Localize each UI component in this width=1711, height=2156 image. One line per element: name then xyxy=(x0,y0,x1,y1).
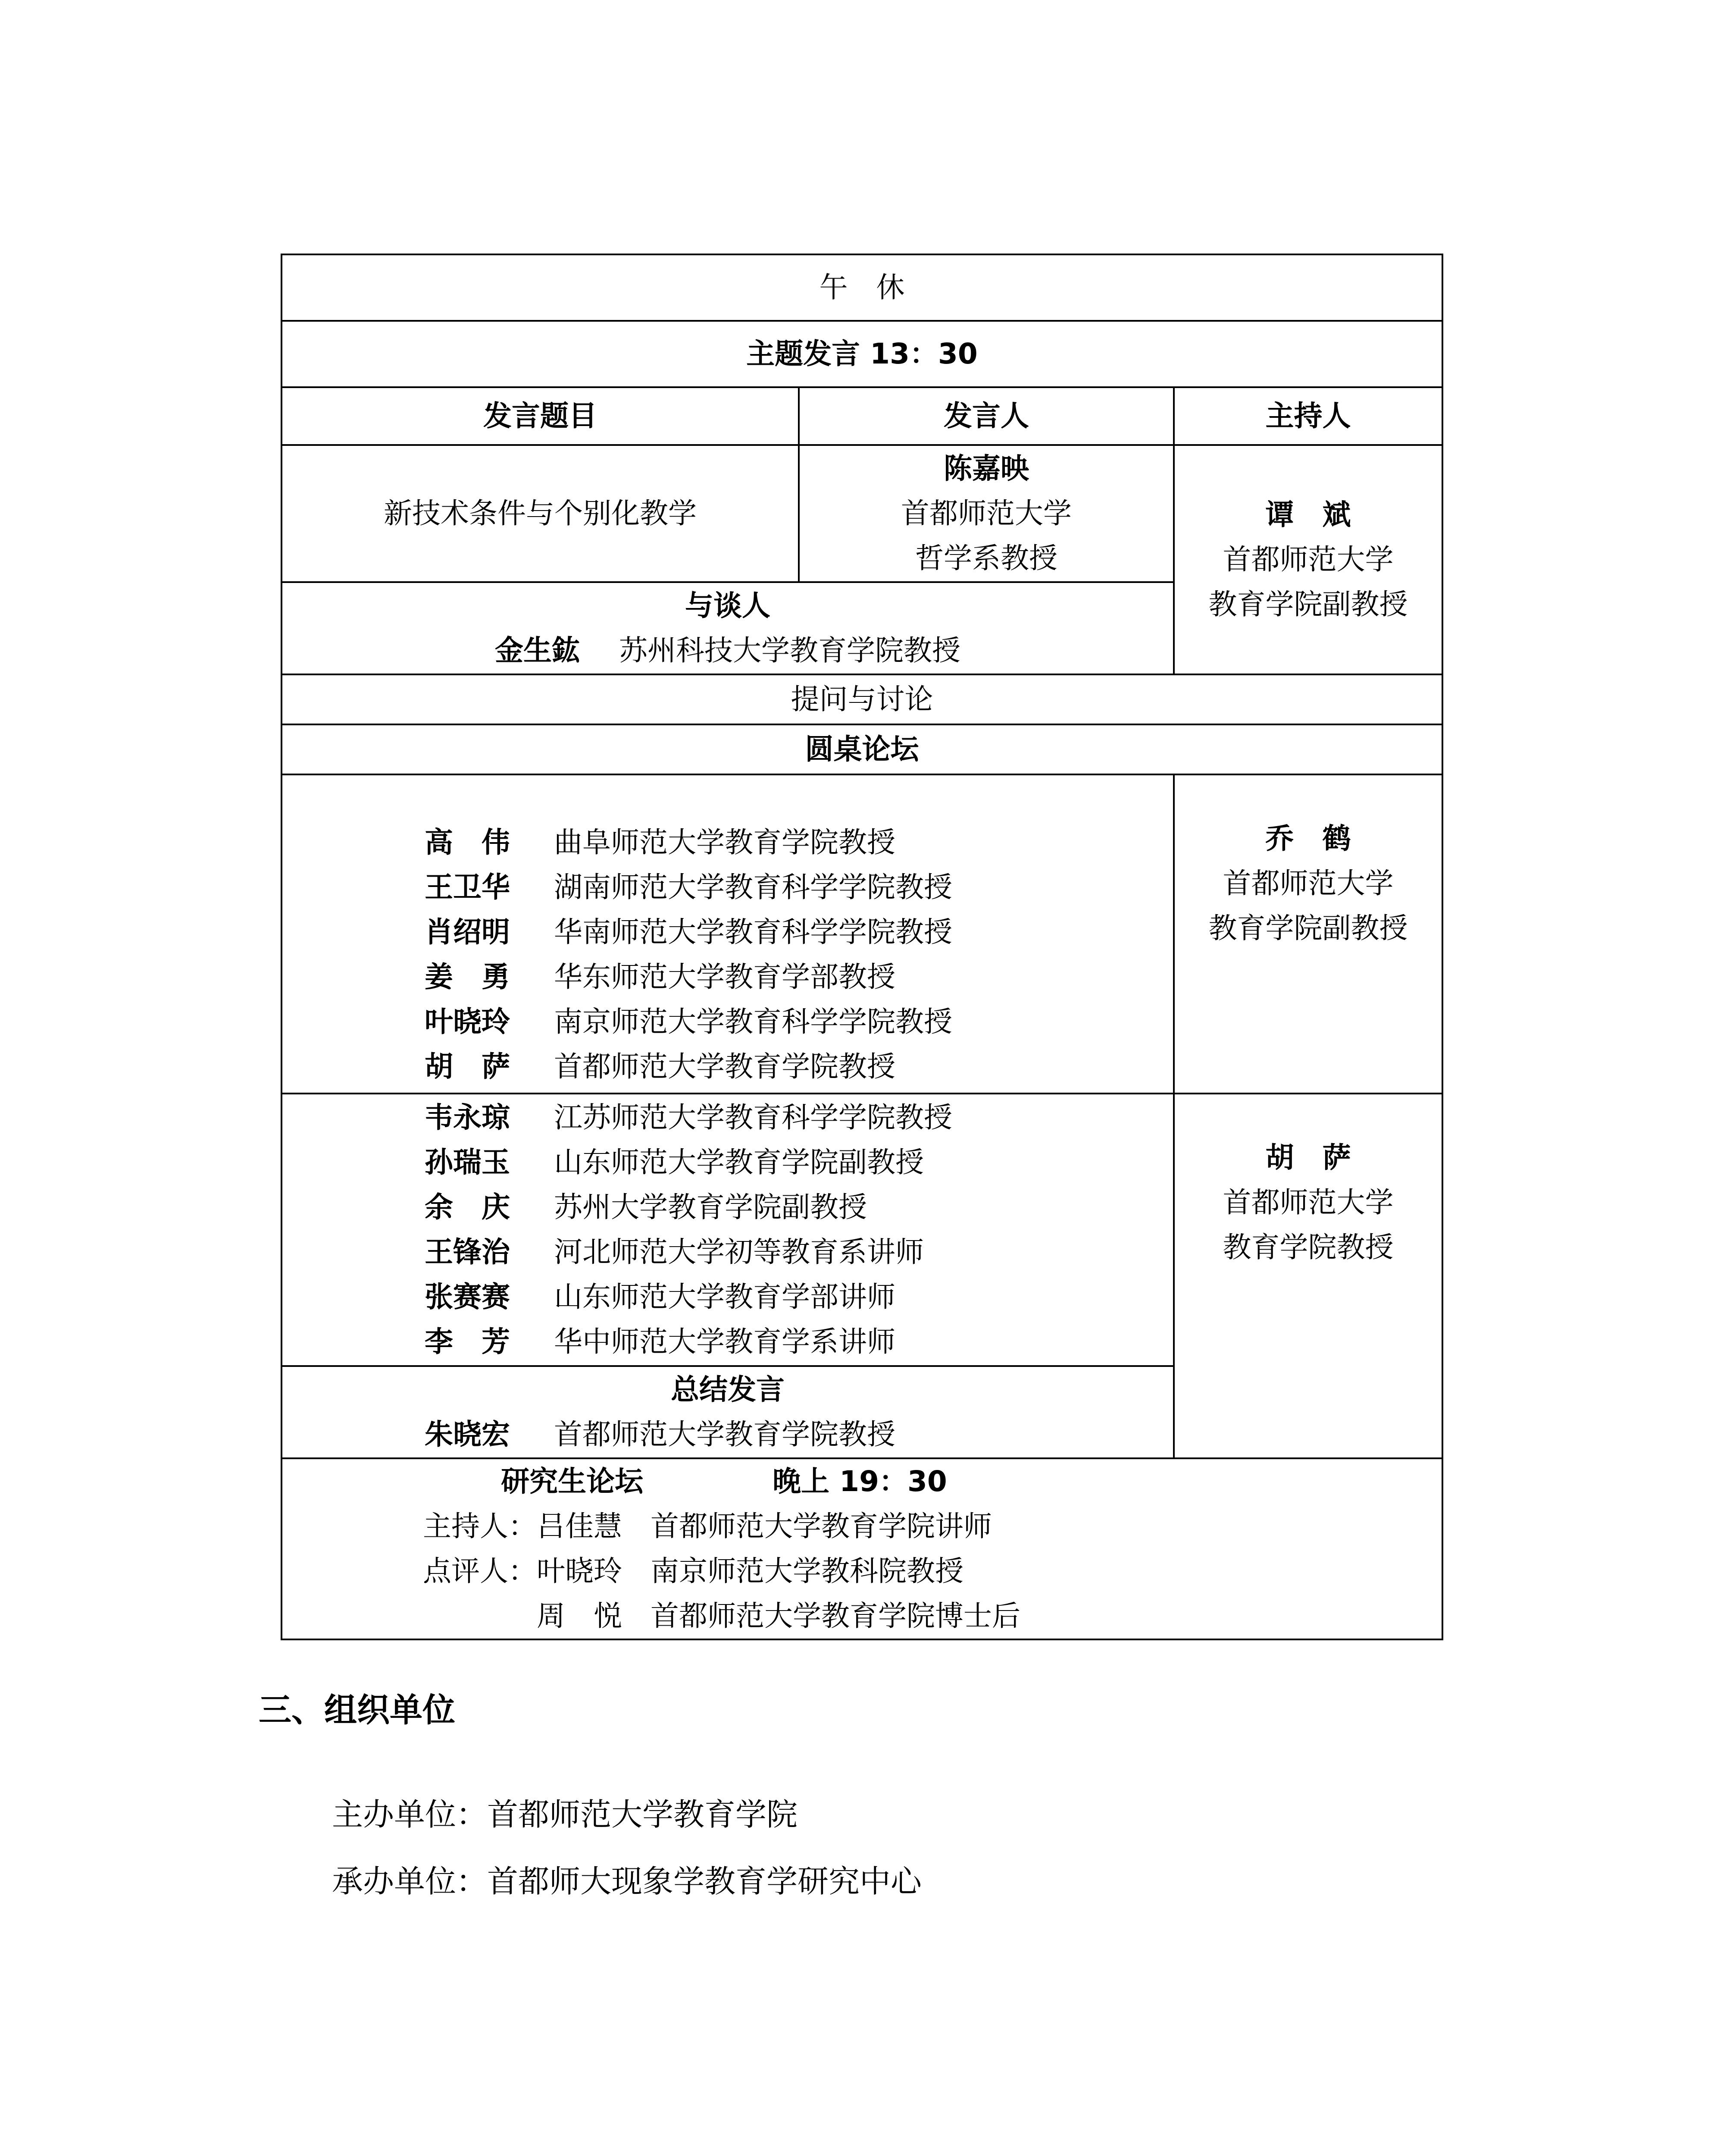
list-item xyxy=(425,910,1173,955)
keynote-title-row xyxy=(282,321,1442,387)
list-item xyxy=(425,1140,1173,1185)
participant-name: 李 芳 xyxy=(425,1325,510,1358)
schedule-table xyxy=(281,254,1443,1640)
header-topic: 发言题目 xyxy=(282,387,799,445)
participant-affiliation: 江苏师范大学教育科学学院教授 xyxy=(554,1101,952,1134)
list-item xyxy=(425,820,1173,865)
lunch-row xyxy=(282,254,1442,321)
roundtable-title: 圆桌论坛 xyxy=(282,724,1442,774)
grad-reviewer-line-2 xyxy=(282,1594,1442,1639)
grad-reviewer-line xyxy=(282,1549,1442,1594)
roundtable-title-row xyxy=(282,724,1442,774)
participant-name: 余 庆 xyxy=(425,1191,510,1224)
participant-name: 王卫华 xyxy=(425,871,510,904)
grad-forum-title-line xyxy=(6,1459,1442,1504)
list-item xyxy=(425,1044,1173,1089)
grad-forum-title: 研究生论坛 xyxy=(501,1465,644,1498)
grad-forum-time: 晚上 19：30 xyxy=(773,1465,947,1498)
host-affiliation-1: 首都师范大学 xyxy=(1223,543,1394,576)
list-item xyxy=(425,1275,1173,1319)
grad-forum-cell xyxy=(282,1458,1442,1639)
header-row xyxy=(282,387,1442,445)
discussant-cell xyxy=(282,582,1174,674)
participant-name: 王锋治 xyxy=(425,1235,510,1269)
keynote-host xyxy=(1174,445,1442,674)
participant-affiliation: 河北师范大学初等教育系讲师 xyxy=(554,1235,924,1269)
host-organization: 主办单位：首都师范大学教育学院 xyxy=(332,1796,798,1833)
speaker-affiliation-1: 首都师范大学 xyxy=(901,497,1072,530)
host-affiliation-2: 教育学院教授 xyxy=(1223,1231,1394,1264)
host-affiliation-2: 教育学院副教授 xyxy=(1208,912,1408,945)
list-item xyxy=(425,1319,1173,1364)
participant-name: 肖绍明 xyxy=(425,915,510,949)
grad-reviewer-1: 叶晓玲 南京师范大学教科院教授 xyxy=(537,1554,963,1588)
speaker-affiliation-2: 哲学系教授 xyxy=(915,542,1057,575)
keynote-topic: 新技术条件与个别化教学 xyxy=(282,445,799,582)
keynote-title: 主题发言 13：30 xyxy=(282,321,1442,387)
summary-line xyxy=(425,1412,1173,1457)
participant-name: 张赛赛 xyxy=(425,1280,510,1313)
roundtable1-list xyxy=(282,774,1174,1094)
participant-affiliation: 华东师范大学教育学部教授 xyxy=(554,960,895,993)
host-name: 胡 萨 xyxy=(1265,1141,1351,1174)
grad-forum-row xyxy=(282,1458,1442,1639)
host-affiliation-2: 教育学院副教授 xyxy=(1208,588,1408,621)
grad-host-label: 主持人： xyxy=(423,1510,537,1543)
list-item xyxy=(425,1185,1173,1230)
lunch-cell: 午 休 xyxy=(282,254,1442,321)
participant-name: 高 伟 xyxy=(425,826,510,859)
qa-row xyxy=(282,674,1442,724)
speaker-name: 陈嘉映 xyxy=(944,452,1029,485)
header-host: 主持人 xyxy=(1174,387,1442,445)
participant-affiliation: 山东师范大学教育学部讲师 xyxy=(554,1280,895,1313)
participant-affiliation: 首都师范大学教育学院教授 xyxy=(554,1050,895,1083)
grad-reviewer-label: 点评人： xyxy=(423,1554,537,1588)
keynote-speaker xyxy=(799,445,1174,582)
summary-affiliation: 首都师范大学教育学院教授 xyxy=(554,1418,895,1451)
host-affiliation-1: 首都师范大学 xyxy=(1223,867,1394,900)
summary-name: 朱晓宏 xyxy=(425,1418,510,1451)
participant-name: 韦永琼 xyxy=(425,1101,510,1134)
roundtable2-row xyxy=(282,1094,1442,1366)
participant-affiliation: 华中师范大学教育学系讲师 xyxy=(554,1325,895,1358)
participant-name: 胡 萨 xyxy=(425,1050,510,1083)
participant-name: 孙瑞玉 xyxy=(425,1146,510,1179)
discussant-label: 与谈人 xyxy=(685,589,770,622)
roundtable1-host xyxy=(1174,774,1442,1094)
participant-name: 叶晓玲 xyxy=(425,1005,510,1038)
header-speaker: 发言人 xyxy=(799,387,1174,445)
participant-affiliation: 湖南师范大学教育科学学院教授 xyxy=(554,871,952,904)
grad-host: 吕佳慧 首都师范大学教育学院讲师 xyxy=(537,1510,992,1543)
list-item xyxy=(425,1000,1173,1044)
summary-label: 总结发言 xyxy=(671,1373,785,1406)
list-item xyxy=(425,1095,1173,1140)
keynote-row xyxy=(282,445,1442,582)
participant-affiliation: 南京师范大学教育科学学院教授 xyxy=(554,1005,952,1038)
roundtable2-list xyxy=(282,1094,1174,1366)
participant-affiliation: 山东师范大学教育学院副教授 xyxy=(554,1146,924,1179)
host-name: 乔 鹤 xyxy=(1265,822,1351,855)
roundtable2-host xyxy=(1174,1094,1442,1458)
participant-affiliation: 曲阜师范大学教育学院教授 xyxy=(554,826,895,859)
list-item xyxy=(425,955,1173,1000)
section-heading: 三、组织单位 xyxy=(259,1691,455,1729)
host-affiliation-1: 首都师范大学 xyxy=(1223,1186,1394,1219)
organizer: 承办单位：首都师大现象学教育学研究中心 xyxy=(332,1863,922,1899)
discussant-line xyxy=(282,628,1173,673)
discussant-name: 金生鈜 xyxy=(495,634,580,667)
grad-host-line xyxy=(282,1504,1442,1549)
discussant-affiliation: 苏州科技大学教育学院教授 xyxy=(619,634,960,667)
participant-affiliation: 华南师范大学教育科学学院教授 xyxy=(554,915,952,949)
host-name: 谭 斌 xyxy=(1265,498,1351,531)
participant-name: 姜 勇 xyxy=(425,960,510,993)
list-item xyxy=(425,1230,1173,1275)
list-item xyxy=(425,865,1173,910)
roundtable1-row xyxy=(282,774,1442,1094)
participant-affiliation: 苏州大学教育学院副教授 xyxy=(554,1191,867,1224)
qa-cell: 提问与讨论 xyxy=(282,674,1442,724)
grad-reviewer-2: 周 悦 首都师范大学教育学院博士后 xyxy=(537,1599,1020,1633)
summary-cell xyxy=(282,1366,1174,1458)
